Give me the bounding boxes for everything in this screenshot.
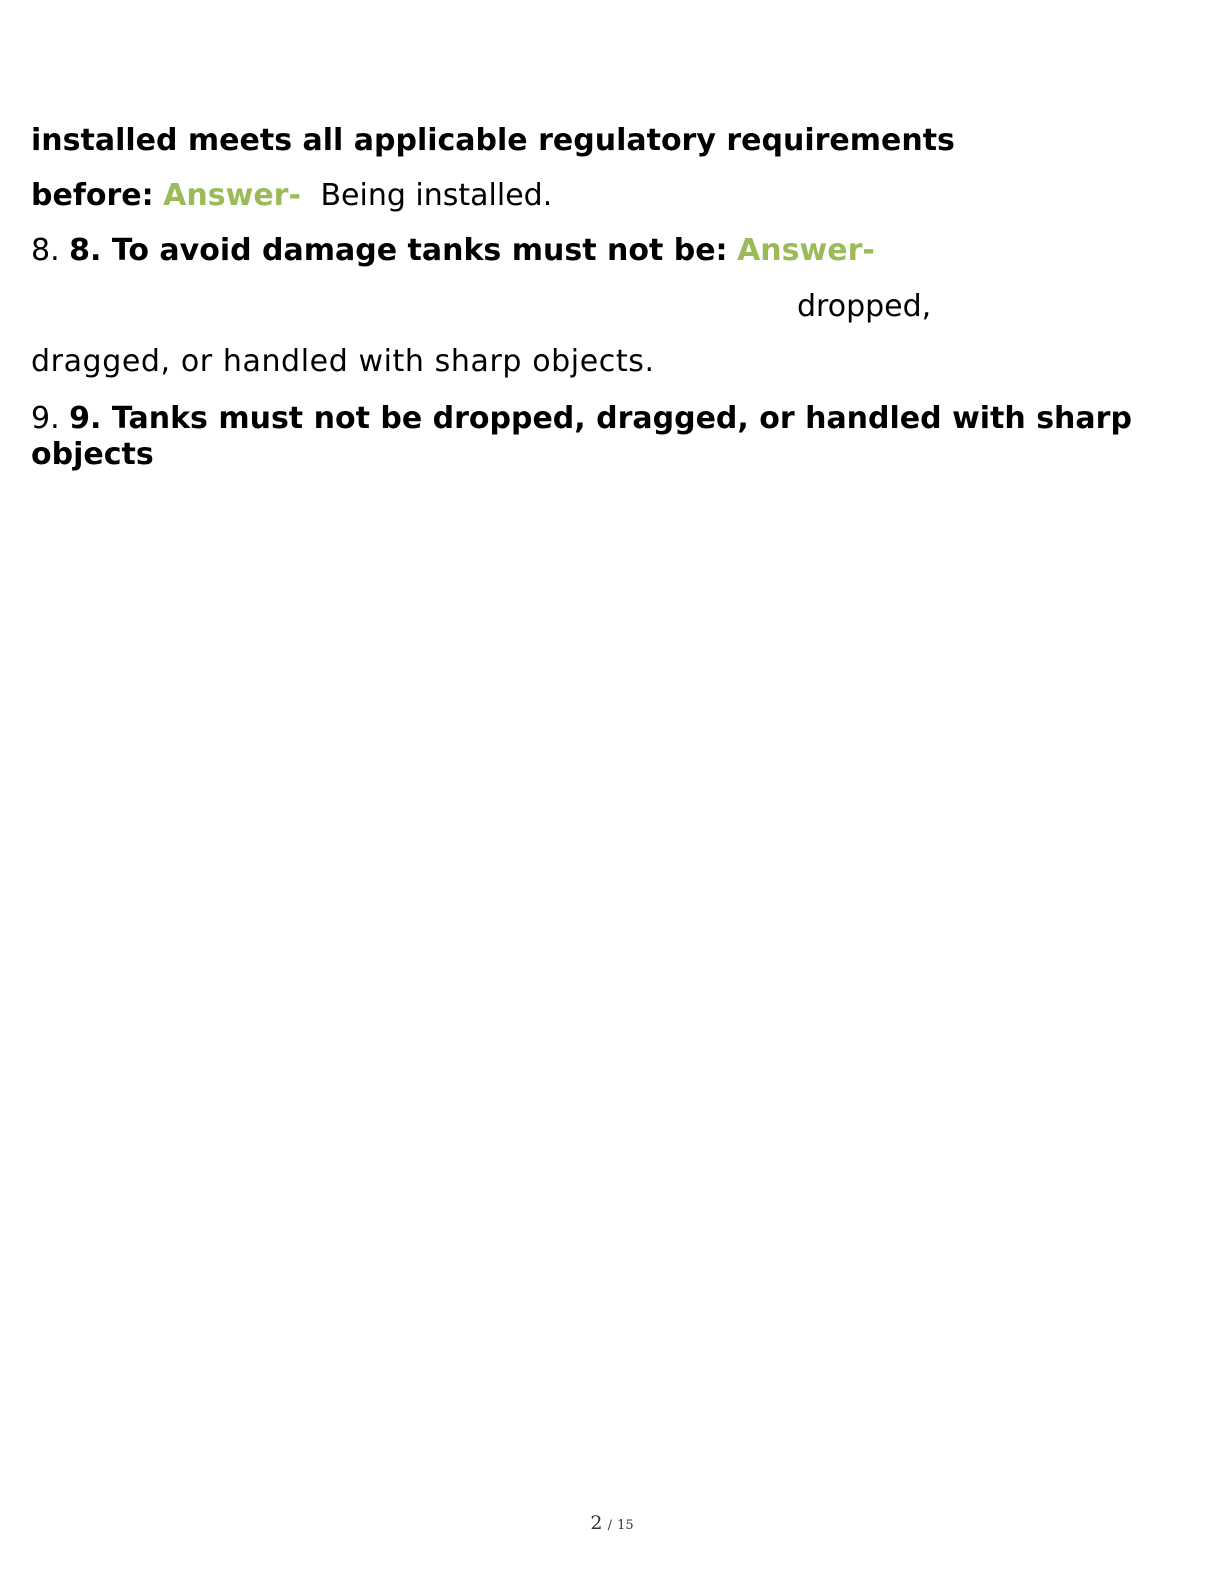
q8-number: 8. (31, 233, 60, 268)
total-pages-number: 15 (617, 1518, 634, 1533)
q8-answer-label: Answer- (737, 233, 875, 268)
q7-answer-label: Answer- (163, 178, 301, 213)
q9-question: 9. Tanks must not be dropped, dragged, or handled with sharp objects (31, 401, 1132, 472)
q8-question-line (31, 233, 875, 269)
q8-answer-line2: dragged, or handled with sharp objects. (31, 344, 655, 379)
q7-answer-text: Being installed. (320, 178, 553, 213)
q7-question-line1: installed meets all applicable regulatory requirements (31, 123, 955, 158)
q7-question-before: before: (31, 178, 154, 213)
q8-question: 8. To avoid damage tanks must not be: (69, 233, 728, 268)
q7-question-line2 (31, 178, 552, 214)
current-page-number: 2 (590, 1512, 603, 1534)
page-number-footer (0, 1512, 1224, 1534)
q9-question-line (31, 401, 1211, 473)
page-separator: / (607, 1518, 612, 1533)
q9-number: 9. (31, 401, 60, 436)
q8-answer-line1: dropped, (797, 289, 932, 324)
